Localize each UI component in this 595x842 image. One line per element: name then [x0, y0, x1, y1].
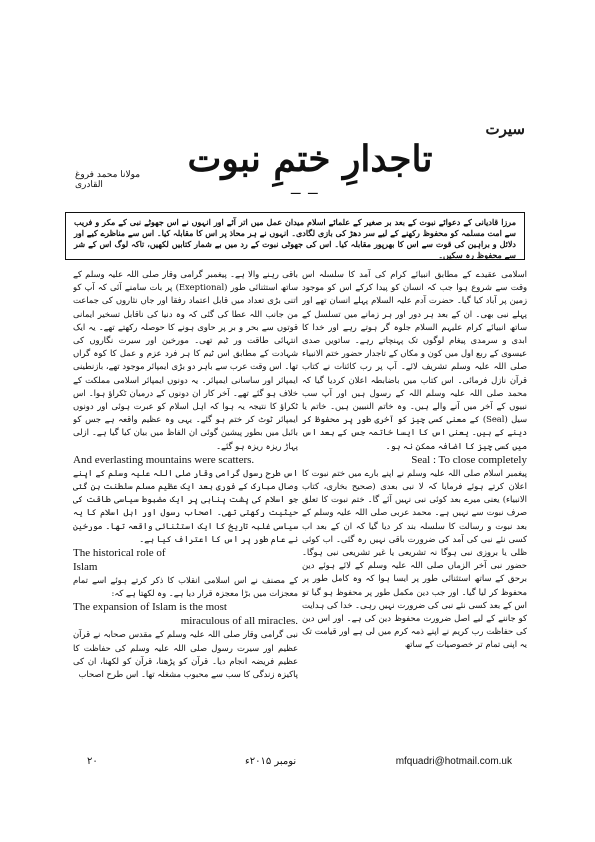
english-quote: miraculous of all miracles.: [180, 615, 298, 628]
paragraph: اس طرح رسول گرامی وقار صلی اللہ علیہ وسلم کے اپنے وصال مبارک کے فوری بعد ایک عظیم مسلم سلطنت بن گئی جو اسلام کی پشت پناہی پر ایک مضبوط سیاسی طاقت کی حیثیت رکھتی تھی۔ اصحاب رسول اور اہل اسلام کا یہ سیاسی غلبہ تاریخ کا ایک استثنائی واقعہ تھا۔ مورخین نے عام طور پر اس کا اعتراف کیا ہے۔: [73, 467, 298, 544]
english-quote: Seal : To close completely: [411, 453, 527, 466]
paragraph: باقی رہنے والا ہے۔ پیغمبر گرامی وقار صلی اللہ علیہ وسلم کے ساتھ استثنائی طور (Exeptional) پر بات سامنے آئی کہ آپ کو اتنی بڑی تعداد میں قابل اعتماد رفقا اور جاں نثاروں کی جماعت من جانب اللہ عطا کی گئی کہ وہ دنیا کی ناقابل تسخیر ایمانی قوتوں سے بحر و بر پر حاوی ہونے کا حوصلہ رکھتے تھے۔ یہ ایک انتہائی طاقت ور ٹیم تھی۔ مورخین اور سیرت نگاروں کی شہادت کے مطابق اس ٹیم کا ہر فرد عزم و عمل کا کوہ گراں تھا۔ اس وقت عرب سے باہر دو بڑی ایمپائر موجود تھے، بازنطینی ایمپائر اور ساسانی ایمپائر۔ یہ دونوں ایمپائر اسلامی مملکت کے خلاف ہو گئے تھے۔ آخر کار ان دونوں کے درمیان ٹکراؤ ہوا۔ اس ٹکراؤ کا نتیجہ یہ ہوا کہ اہل اسلام کو عبرت ہوئی اور دونوں ایمپائر ٹوٹ کر ختم ہو گئے۔ یہی وہ عظیم واقعہ ہے جس کو بائبل میں بطور پیشین گوئی ان الفاظ میں بیان کیا گیا ہے۔ ازلی پہاڑ ریزہ ریزہ ہو گئے۔: [73, 269, 298, 451]
title-ornament: ‒ ‒: [290, 182, 319, 203]
issue-date: نومبر ۲۰۱۵ء: [245, 756, 297, 767]
english-quote: Islam: [73, 561, 98, 574]
paragraph: نبی گرامی وقار صلی اللہ علیہ وسلم کے مقدس صحابہ نے قرآن عظیم اور سیرت رسول صلی اللہ علیہ وسلم کی حفاظت کا عظیم فریضہ انجام دیا۔ قرآن کو پڑھنا، قرآن کو لکھنا، ان کی پاکیزہ زندگی کا سب سے محبوب مشغلہ تھا۔ اس طرح اصحاب: [73, 629, 298, 680]
summary-box: مرزا قادیانی کے دعوائے نبوت کے بعد بر صغیر کے علمائے اسلام میدان عمل میں اتر آئے اور انہوں نے اس جھوٹے نبی کے مکر و فریب سے امت مسلمہ کو محفوظ رکھنے کے لیے سر دھڑ کی بازی لگادی۔ انہوں نے ہر محاذ پر اس کا مقابلہ کیا۔ اس سے مناظرے کیے اور دلائل و براہین کی قوت سے اس کا بھرپور مقابلہ کیا۔ اس کی جھوٹی نبوت کے رد میں بے شمار کتابیں لکھیں، تاکہ لوگ اس کے شر سے محفوظ رہ سکیں۔: [65, 212, 525, 260]
paragraph: پیغمبر اسلام صلی اللہ علیہ وسلم نے اپنے بارے میں ختم نبوت کا اعلان کرتے ہوئے فرمایا کہ لا نبی بعدی (صحیح بخاری، کتاب الانبیاء) یعنی میرے بعد کوئی نبی نہیں آئے گا۔ ختم نبوت کا تعلق صرف نبوت سے نہیں ہے۔ محمد عربی صلی اللہ علیہ وسلم کے بعد نبوت و رسالت کا سلسلہ بند کر دیا گیا کہ ان کے بعد اب کسی نئے نبی کی آمد کی ضرورت باقی نہیں رہ گئی۔ اب کوئی ظلی یا بروزی نبی ہوگا نہ تشریعی یا غیر تشریعی نبی ہوگا۔ حضور نبی آخر الزماں صلی اللہ علیہ وسلم کے لائے ہوئے دین برحق کے ساتھ استثنائی طور پر ایسا ہوا کہ وہ کامل طور پر محفوظ کر لیا گیا۔ اور جب دین مکمل طور پر محفوظ ہو گیا تو اس کے بعد کسی نئے نبی کی ضرورت نہیں رہی۔ خدا کی ہدایت کو جاننے کے لیے اصل ضرورت محفوظ دین کی ہے۔ اور اس دین کی حفاظت رب کریم نے اپنے ذمہ کرم میں لی ہے اور قیامت تک یہ اپنی تمام تر خصوصیات کے ساتھ: [302, 467, 527, 650]
left-column: [73, 268, 298, 738]
author-name: مولانا محمد فروغ القادری: [75, 170, 141, 190]
english-quote: The expansion of Islam is the most: [73, 601, 227, 614]
page-number: ۲۰: [87, 756, 98, 767]
english-quote: The historical role of: [73, 547, 166, 560]
contact-email: mfquadri@hotmail.com.uk: [395, 756, 512, 767]
english-quote: And everlasting mountains were scatters.: [73, 453, 255, 466]
paragraph: اسلامی عقیدے کے مطابق انبیائے کرام کی آمد کا سلسلہ اس وقت سے شروع ہوا جب کہ انسان کو پیدا کرکے اس کو موجود زمین پر آباد کیا گیا۔ حضرت آدم علیہ السلام پہلے انسان تھے اور پہلے نبی بھی۔ ان کے بعد ہر دور اور ہر زمانے میں تسلسل کے ساتھ انبیائے کرام علیہم السلام جلوہ گر ہوتے رہے اور خدا کا ابدی و سرمدی پیغام لوگوں تک پہنچاتے رہے۔ ساتویں صدی عیسوی کے ربع اول میں کون و مکاں کے تاجدار حضور ختم الانبیاء صلی اللہ علیہ وسلم تشریف لائے۔ آپ پر رب کائنات نے کتاب قرآن نازل فرمائی۔ اس کتاب میں باضابطہ اعلان کردیا گیا کہ محمد صلی اللہ علیہ وسلم اللہ کے رسول ہیں اور آپ سب نبیوں کے آخر میں آنے والے ہیں۔ وہ خاتم النبیین ہیں۔ خاتم یا سیل (Seal) کے معنی کسی چیز کو آخری طور پر محفوظ کر دینے کے ہیں۔ یعنی اس کا ایسا خاتمہ جس کے بعد اس میں کسی چیز کا اضافہ ممکن نہ ہو۔: [302, 269, 527, 451]
right-column: [302, 268, 527, 738]
article-title: تاجدارِ ختمِ نبوت: [187, 138, 433, 180]
paragraph: کے مصنف نے اس اسلامی انقلاب کا ذکر کرتے ہوئے اسے تمام معجزات میں بڑا معجزہ قرار دیا ہے۔ وہ لکھتا ہے کہ:: [73, 575, 298, 599]
section-label: سیرت: [485, 120, 525, 138]
